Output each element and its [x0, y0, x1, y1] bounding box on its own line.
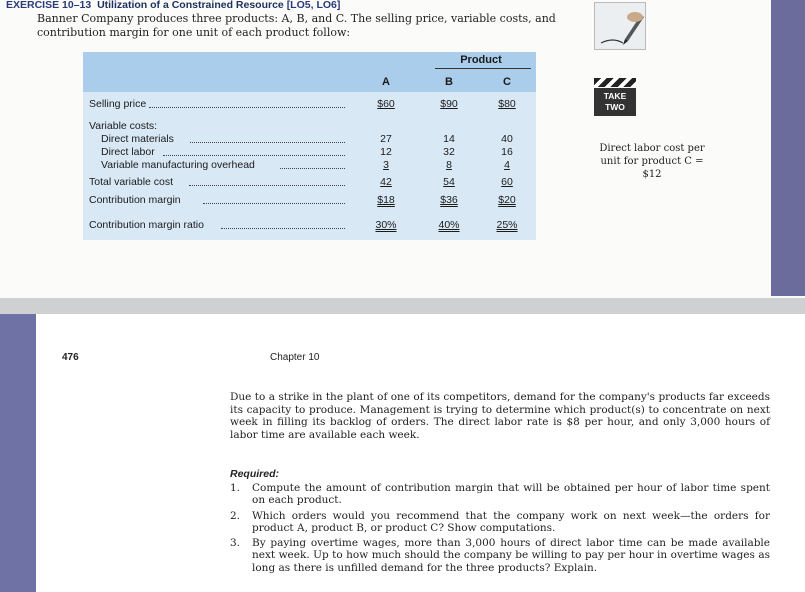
required-heading: Required:	[230, 468, 280, 480]
cell-b: 40%	[438, 219, 460, 231]
item-text: By paying overtime wages, more than 3,000 hours of direct labor time can be made available next week. Up to how much should the company be willing to pay per hour in overtime wages as long as there is unfilled demand for the three products? Explain.	[252, 537, 770, 574]
take-two-board	[594, 88, 636, 116]
cell-c: 60	[501, 176, 513, 188]
item-text: Compute the amount of contribution margin that will be obtained per hour of labor time spent on each product.	[252, 482, 770, 507]
body-paragraph: Due to a strike in the plant of one of its competitors, demand for the company's products far exceeds its capacity to produce. Management is trying to determine which product(s) to concentrate on next week in filling its backlog of orders. The direct labor rate is $8 per hour, and only 3,000 hours of labor time are available each week.	[230, 391, 770, 441]
list-item	[230, 510, 770, 535]
clapperboard-icon	[594, 78, 636, 87]
take-two-line1: TAKE	[603, 91, 627, 101]
table-row	[83, 98, 536, 111]
leader-dots	[190, 142, 345, 143]
table-row	[83, 133, 536, 146]
page-gap	[0, 298, 805, 314]
product-group-header: Product	[460, 54, 502, 66]
product-table	[83, 52, 536, 240]
column-header-a: A	[382, 76, 390, 88]
product-header-rule	[435, 68, 531, 69]
cell-c: $20	[498, 194, 516, 206]
row-label: Variable costs:	[89, 120, 158, 132]
table-row	[83, 146, 536, 159]
leader-dots	[149, 107, 345, 108]
cell-b: 8	[446, 159, 452, 171]
cell-a: 3	[383, 159, 389, 171]
item-number: 2.	[230, 509, 241, 522]
row-label: Selling price	[89, 98, 147, 110]
leader-dots	[163, 155, 345, 156]
leader-dots	[221, 228, 345, 229]
cell-a: 42	[380, 176, 392, 188]
cell-a: $18	[377, 194, 395, 206]
pencil-icon	[594, 2, 646, 50]
right-margin-bar	[771, 0, 805, 296]
leader-dots	[189, 185, 345, 186]
row-label: Total variable cost	[89, 176, 174, 188]
chapter-label: Chapter 10	[270, 352, 320, 363]
cell-c: $80	[498, 98, 516, 110]
cell-a: 12	[380, 146, 392, 158]
row-label: Contribution margin	[89, 194, 181, 206]
exercise-objectives: [LO5, LO6]	[286, 0, 341, 11]
table-row	[83, 159, 536, 172]
cell-c: 25%	[496, 219, 518, 231]
cell-a: 27	[380, 133, 392, 145]
column-header-b: B	[445, 76, 453, 88]
row-label: Direct labor	[101, 146, 155, 158]
row-label: Variable manufacturing overhead	[101, 159, 255, 171]
item-number: 1.	[230, 482, 241, 494]
item-text: Which orders would you recommend that the company work on next week—the orders for product A, product B, or product C? Show computations.	[252, 509, 770, 534]
cell-c: 16	[501, 146, 513, 158]
list-item	[230, 482, 770, 507]
side-note: Direct labor cost per unit for product C = $12	[599, 143, 705, 180]
item-number: 3.	[230, 537, 241, 550]
column-header-c: C	[503, 76, 511, 88]
leader-dots	[280, 168, 345, 169]
cell-a: 30%	[375, 219, 397, 231]
row-label: Contribution margin ratio	[89, 219, 204, 231]
cell-c: 4	[504, 159, 510, 171]
row-label: Direct materials	[101, 133, 174, 145]
table-row	[83, 176, 536, 189]
left-margin-bar	[0, 314, 36, 592]
exercise-intro: Banner Company produces three products: A, B, and C. The selling price, variable costs, and contribution margin for one unit of each product follow:	[37, 12, 556, 39]
list-item	[230, 537, 770, 574]
exercise-heading	[6, 0, 340, 11]
cell-b: $36	[440, 194, 458, 206]
take-two-badge	[594, 78, 636, 120]
exercise-title: Utilization of a Constrained Resource	[97, 0, 284, 11]
table-row	[83, 219, 536, 232]
cell-a: $60	[377, 98, 395, 110]
take-two-line2: TWO	[605, 102, 625, 112]
table-row	[83, 120, 536, 133]
table-row	[83, 194, 536, 207]
cell-b: 32	[443, 146, 455, 158]
cell-b: 54	[443, 176, 455, 188]
page-number: 476	[62, 352, 79, 363]
cell-b: 14	[443, 133, 455, 145]
cell-c: 40	[501, 133, 513, 145]
leader-dots	[203, 203, 345, 204]
exercise-number: EXERCISE 10–13	[6, 0, 92, 11]
cell-b: $90	[440, 98, 458, 110]
required-list	[230, 482, 770, 577]
